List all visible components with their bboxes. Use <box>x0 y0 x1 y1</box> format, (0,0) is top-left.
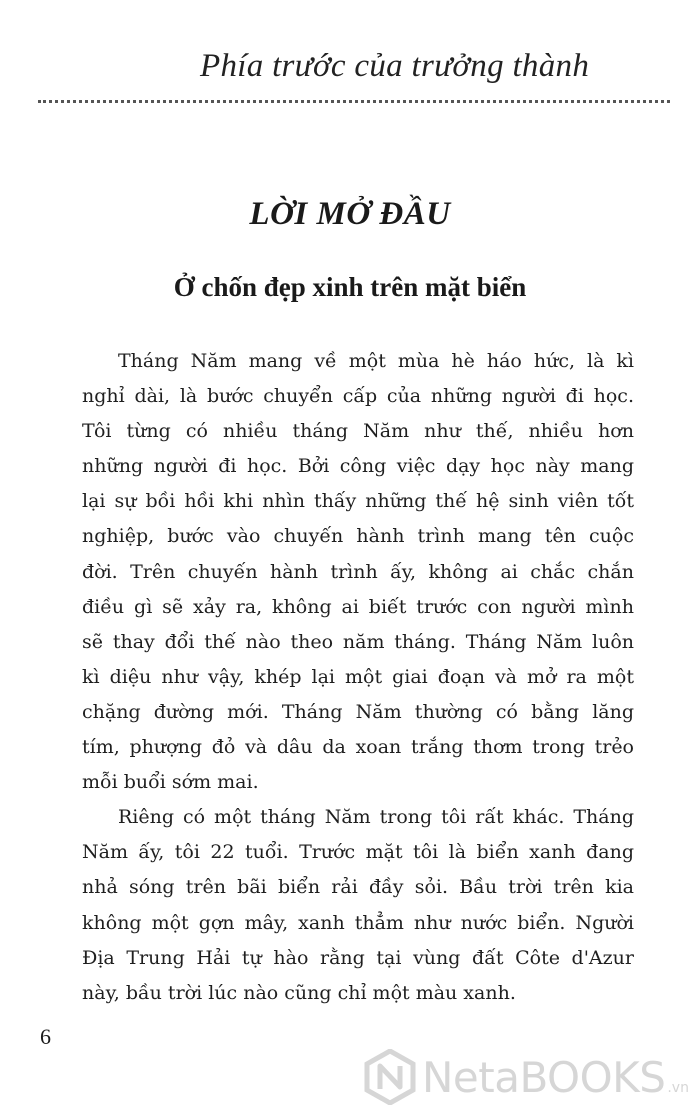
text-line: Địa Trung Hải tự hào rằng tại vùng đất Côte d'Azur <box>82 946 634 969</box>
section-title: Ở chốn đẹp xinh trên mặt biển <box>173 272 527 302</box>
netabooks-logo-icon <box>364 1049 416 1105</box>
text-line: điều gì sẽ xảy ra, không ai biết trước con người mình <box>82 595 634 618</box>
text-line: những người đi học. Bởi công việc dạy học này mang <box>82 455 634 478</box>
text-line: nghỉ dài, là bước chuyển cấp của những người đi học. <box>82 385 634 408</box>
paragraph-2 <box>82 800 634 1011</box>
text-line: nhả sóng trên bãi biển rải đầy sỏi. Bầu trời trên kia <box>82 876 634 899</box>
text-line: Riêng có một tháng Năm trong tôi rất khác. Tháng <box>118 806 634 829</box>
running-head-title: Phía trước của trưởng thành <box>200 48 590 84</box>
body-text <box>82 344 634 1011</box>
watermark-suffix: .vn <box>667 1080 689 1096</box>
text-line: đời. Trên chuyến hành trình ấy, không ai chắc chắn <box>82 560 634 583</box>
text-line: Tháng Năm mang về một mùa hè háo hức, là kì <box>118 350 634 372</box>
text-line: Năm ấy, tôi 22 tuổi. Trước mặt tôi là biển xanh đang <box>82 841 634 864</box>
text-line: này, bầu trời lúc nào cũng chỉ một màu xanh. <box>82 981 516 1004</box>
watermark <box>364 1046 694 1108</box>
text-line: lại sự bồi hồi khi nhìn thấy những thế hệ sinh viên tốt <box>82 490 634 513</box>
header-dotted-rule <box>38 100 670 103</box>
text-line: sẽ thay đổi thế nào theo năm tháng. Tháng Năm luôn <box>82 630 634 653</box>
text-line: không một gợn mây, xanh thẳm như nước biển. Người <box>82 911 634 934</box>
text-line: mỗi buổi sớm mai. <box>82 771 259 794</box>
paragraph-1 <box>82 344 634 800</box>
chapter-title: LỜI MỞ ĐẦU <box>249 196 451 232</box>
text-line: tím, phượng đỏ và dâu da xoan trắng thơm trong trẻo <box>82 736 634 759</box>
text-line: Tôi từng có nhiều tháng Năm như thế, nhiều hơn <box>82 420 634 443</box>
watermark-brand: NetaBOOKS <box>422 1052 666 1102</box>
text-line: nghiệp, bước vào chuyến hành trình mang tên cuộc <box>82 525 634 548</box>
text-line: chặng đường mới. Tháng Năm thường có bằng lăng <box>82 700 634 723</box>
text-line: kì diệu như vậy, khép lại một giai đoạn và mở ra một <box>82 665 634 688</box>
page-number: 6 <box>40 1024 51 1049</box>
